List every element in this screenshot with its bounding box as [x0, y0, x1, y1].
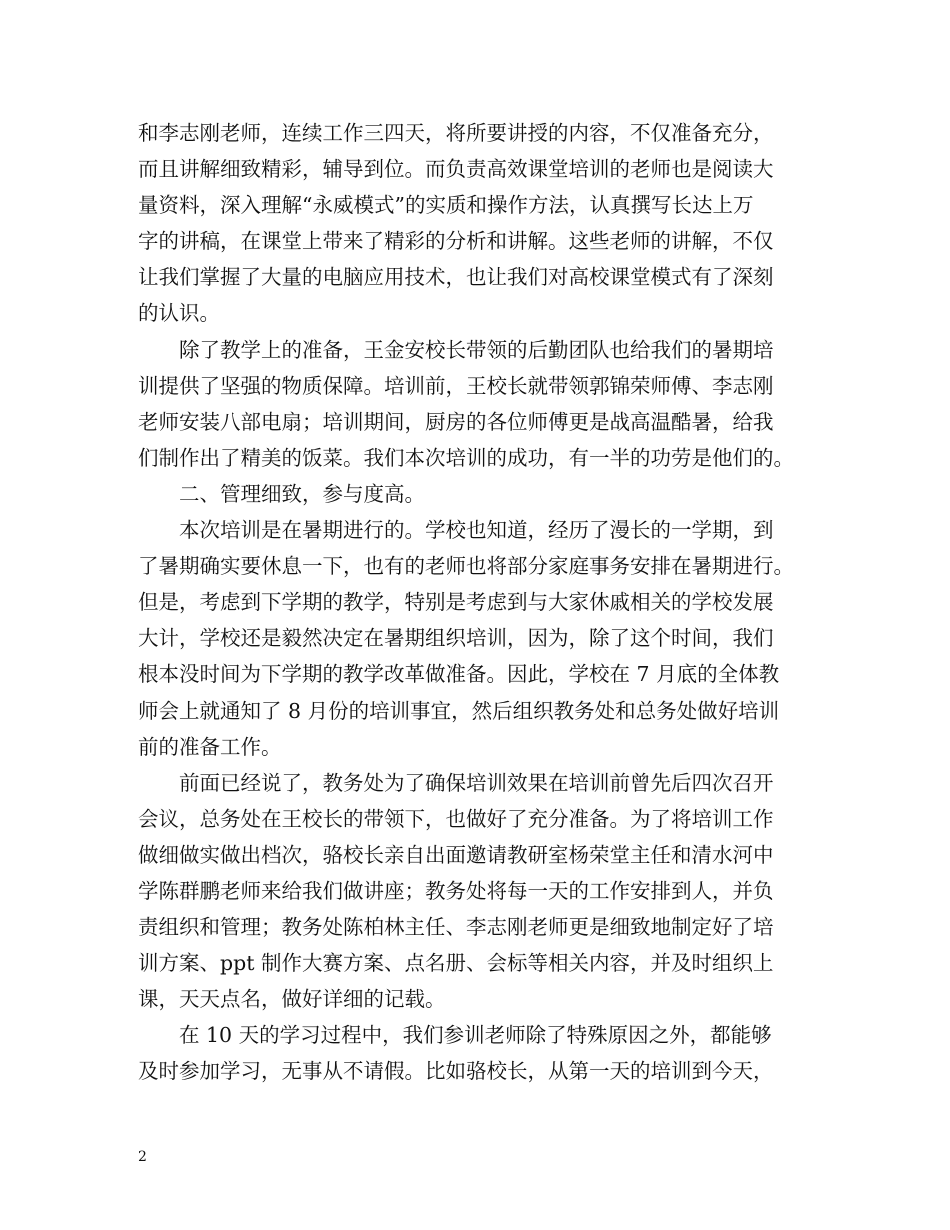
text-line: 训提供了坚强的物质保障。培训前，王校长就带领郭锦荣师傅、李志刚 [138, 373, 774, 398]
text-line: 字的讲稿，在课堂上带来了精彩的分析和讲解。这些老师的讲解，不仅 [138, 229, 774, 254]
document-body [138, 115, 828, 1090]
text-line: 课，天天点名，做好详细的记载。 [138, 987, 446, 1012]
text-line: 训方案、ppt 制作大赛方案、点名册、会标等相关内容，并及时组织上 [138, 951, 774, 976]
text-line: 及时参加学习，无事从不请假。比如骆校长，从第一天的培训到今天， [138, 1059, 774, 1084]
text-line: 但是，考虑到下学期的教学，特别是考虑到与大家休戚相关的学校发展 [138, 590, 774, 615]
text-line: 的认识。 [138, 301, 220, 326]
text-line: 根本没时间为下学期的教学改革做准备。因此，学校在 7 月底的全体教 [138, 662, 780, 687]
text-line: 做细做实做出档次，骆校长亲自出面邀请教研室杨荣堂主任和清水河中 [138, 842, 774, 867]
text-line: 大计，学校还是毅然决定在暑期组织培训，因为，除了这个时间，我们 [138, 626, 774, 651]
text-line: 师会上就通知了 8 月份的培训事宜，然后组织教务处和总务处做好培训 [138, 698, 780, 723]
text-line: 责组织和管理；教务处陈柏林主任、李志刚老师更是细致地制定好了培 [138, 915, 774, 940]
section-heading: 二、管理细致，参与度高。 [138, 481, 425, 506]
text-line: 老师安装八部电扇；培训期间，厨房的各位师傅更是战高温酷暑，给我 [138, 409, 774, 434]
text-line: 在 10 天的学习过程中，我们参训老师除了特殊原因之外，都能够 [138, 1023, 772, 1048]
text-line: 前面已经说了，教务处为了确保培训效果在培训前曾先后四次召开 [138, 770, 774, 795]
text-line: 本次培训是在暑期进行的。学校也知道，经历了漫长的一学期，到 [138, 518, 774, 543]
text-line: 会议，总务处在王校长的带领下，也做好了充分准备。为了将培训工作 [138, 806, 774, 831]
text-line: 学陈群鹏老师来给我们做讲座；教务处将每一天的工作安排到人，并负 [138, 878, 774, 903]
text-line: 让我们掌握了大量的电脑应用技术，也让我们对高校课堂模式有了深刻 [138, 265, 774, 290]
text-line: 和李志刚老师，连续工作三四天，将所要讲授的内容，不仅准备充分， [138, 121, 774, 145]
text-line: 除了教学上的准备，王金安校长带领的后勤团队也给我们的暑期培 [138, 337, 774, 362]
text-line: 了暑期确实要休息一下，也有的老师也将部分家庭事务安排在暑期进行。 [138, 554, 794, 579]
text-line: 前的准备工作。 [138, 734, 282, 759]
text-line: 而且讲解细致精彩，辅导到位。而负责高效课堂培训的老师也是阅读大 [138, 157, 774, 182]
text-line: 们制作出了精美的饭菜。我们本次培训的成功，有一半的功劳是他们的。 [138, 445, 794, 470]
page-number: 2 [138, 1149, 147, 1165]
text-line: 量资料，深入理解“永威模式”的实质和操作方法，认真撰写长达上万 [138, 193, 754, 218]
